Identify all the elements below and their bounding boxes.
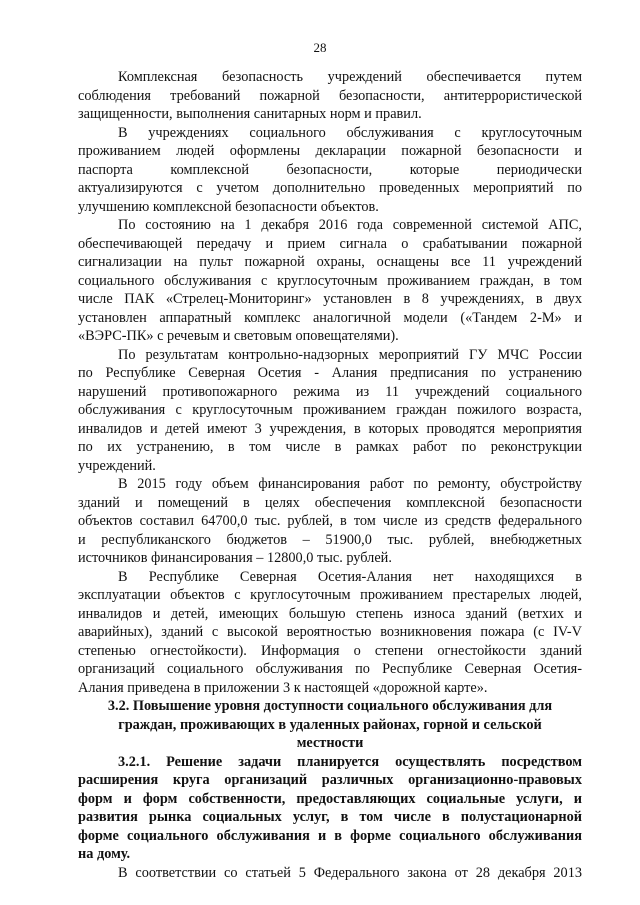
text-line: обеспечивающей передачу и прием сигнала о срабатывании пожарной xyxy=(78,235,582,252)
text-line: По результатам контрольно-надзорных мероприятий ГУ МЧС России xyxy=(118,346,582,363)
text-line: Алания приведена в приложении 3 к настоящей «дорожной карте». xyxy=(78,679,488,696)
text-line: актуализируются с учетом дополнительно проведенных мероприятий по xyxy=(78,180,582,196)
text-line: источников финансирования – 12800,0 тыс. рублей. xyxy=(78,550,392,566)
text-line: инвалидов и детей, имеющих большую степень износа зданий (ветхих и xyxy=(78,605,582,622)
section-heading-line: 3.2. Повышение уровня доступности социального обслуживания для xyxy=(107,698,553,714)
text-line: расширения круга организаций различных организационно-правовых xyxy=(78,772,582,788)
text-line: улучшению комплексной безопасности объектов. xyxy=(78,198,379,215)
page-number: 28 xyxy=(313,40,327,55)
section-heading-line: местности xyxy=(296,735,364,751)
text-line: аварийных), зданий с высокой вероятностью возникновения пожара (с IV-V xyxy=(78,624,582,640)
section-heading-line: граждан, проживающих в удаленных районах, горной и сельской xyxy=(118,716,542,733)
text-line: соблюдения требований пожарной безопасности, антитеррористической xyxy=(78,87,582,104)
text-line: В 2015 году объем финансирования работ по ремонту, обустройству xyxy=(118,476,582,492)
text-line: паспорта комплексной безопасности, которые периодически xyxy=(78,161,582,178)
text-line: числе ПАК «Стрелец-Мониторинг» установлен в 8 учреждениях, в двух xyxy=(78,291,582,307)
text-line: По состоянию на 1 декабря 2016 года современной системой АПС, xyxy=(118,217,582,233)
text-line: развития рынка социальных услуг, в том числе в полустационарной xyxy=(78,809,582,825)
text-line: объектов составил 64700,0 тыс. рублей, в том числе из средств федерального xyxy=(78,513,582,529)
document-body xyxy=(78,68,582,882)
text-line: форме социального обслуживания и в форме социального обслуживания xyxy=(78,827,582,844)
text-line: 3.2.1. Решение задачи планируется осуществлять посредством xyxy=(118,753,582,770)
text-line: установлен аппаратный комплекс аналогичной модели («Тандем 2-М» и xyxy=(78,309,582,326)
text-line: организаций социального обслуживания по Республике Северная Осетия- xyxy=(78,661,582,677)
text-line: проживанием людей оформлены декларации пожарной безопасности и xyxy=(78,143,582,159)
text-line: и республиканского бюджетов – 51900,0 тыс. рублей, внебюджетных xyxy=(78,531,582,548)
text-line: «ВЭРС-ПК» с речевым и световым оповещателями). xyxy=(78,328,399,344)
text-line: форм и форм собственности, предоставляющих социальные услуги, и xyxy=(78,790,582,807)
text-line: по их устранению, в том числе в рамках работ по реконструкции xyxy=(78,439,582,455)
text-line: на дому. xyxy=(78,846,131,862)
text-line: Комплексная безопасность учреждений обеспечивается путем xyxy=(118,69,582,85)
text-line: инвалидов и детей имеют 3 учреждения, в которых проводятся мероприятия xyxy=(78,420,582,437)
text-line: сигнализации на пульт пожарной охраны, оснащены все 11 учреждений xyxy=(78,254,582,270)
text-line: В соответствии со статьей 5 Федерального закона от 28 декабря 2013 xyxy=(118,864,582,881)
text-line: нарушений противопожарного режима из 11 учреждений социального xyxy=(78,383,582,400)
text-line: социального обслуживания с круглосуточным проживанием граждан, в том xyxy=(78,272,582,289)
text-line: зданий и помещений в целях обеспечения комплексной безопасности xyxy=(78,494,582,511)
text-line: защищенности, выполнения санитарных норм и правил. xyxy=(78,106,422,122)
text-line: В учреждениях социального обслуживания с круглосуточным xyxy=(118,124,582,141)
text-line: В Республике Северная Осетия-Алания нет находящихся в xyxy=(118,568,582,585)
text-line: эксплуатации объектов с круглосуточным проживанием престарелых людей, xyxy=(78,587,582,603)
text-line: учреждений. xyxy=(78,457,156,474)
text-line: обслуживания с круглосуточным проживанием граждан пожилого возраста, xyxy=(78,402,582,418)
text-line: по Республике Северная Осетия - Алания предписания по устранению xyxy=(78,365,582,381)
text-line: степенью огнестойкости). Информация о степени огнестойкости зданий xyxy=(78,642,582,659)
